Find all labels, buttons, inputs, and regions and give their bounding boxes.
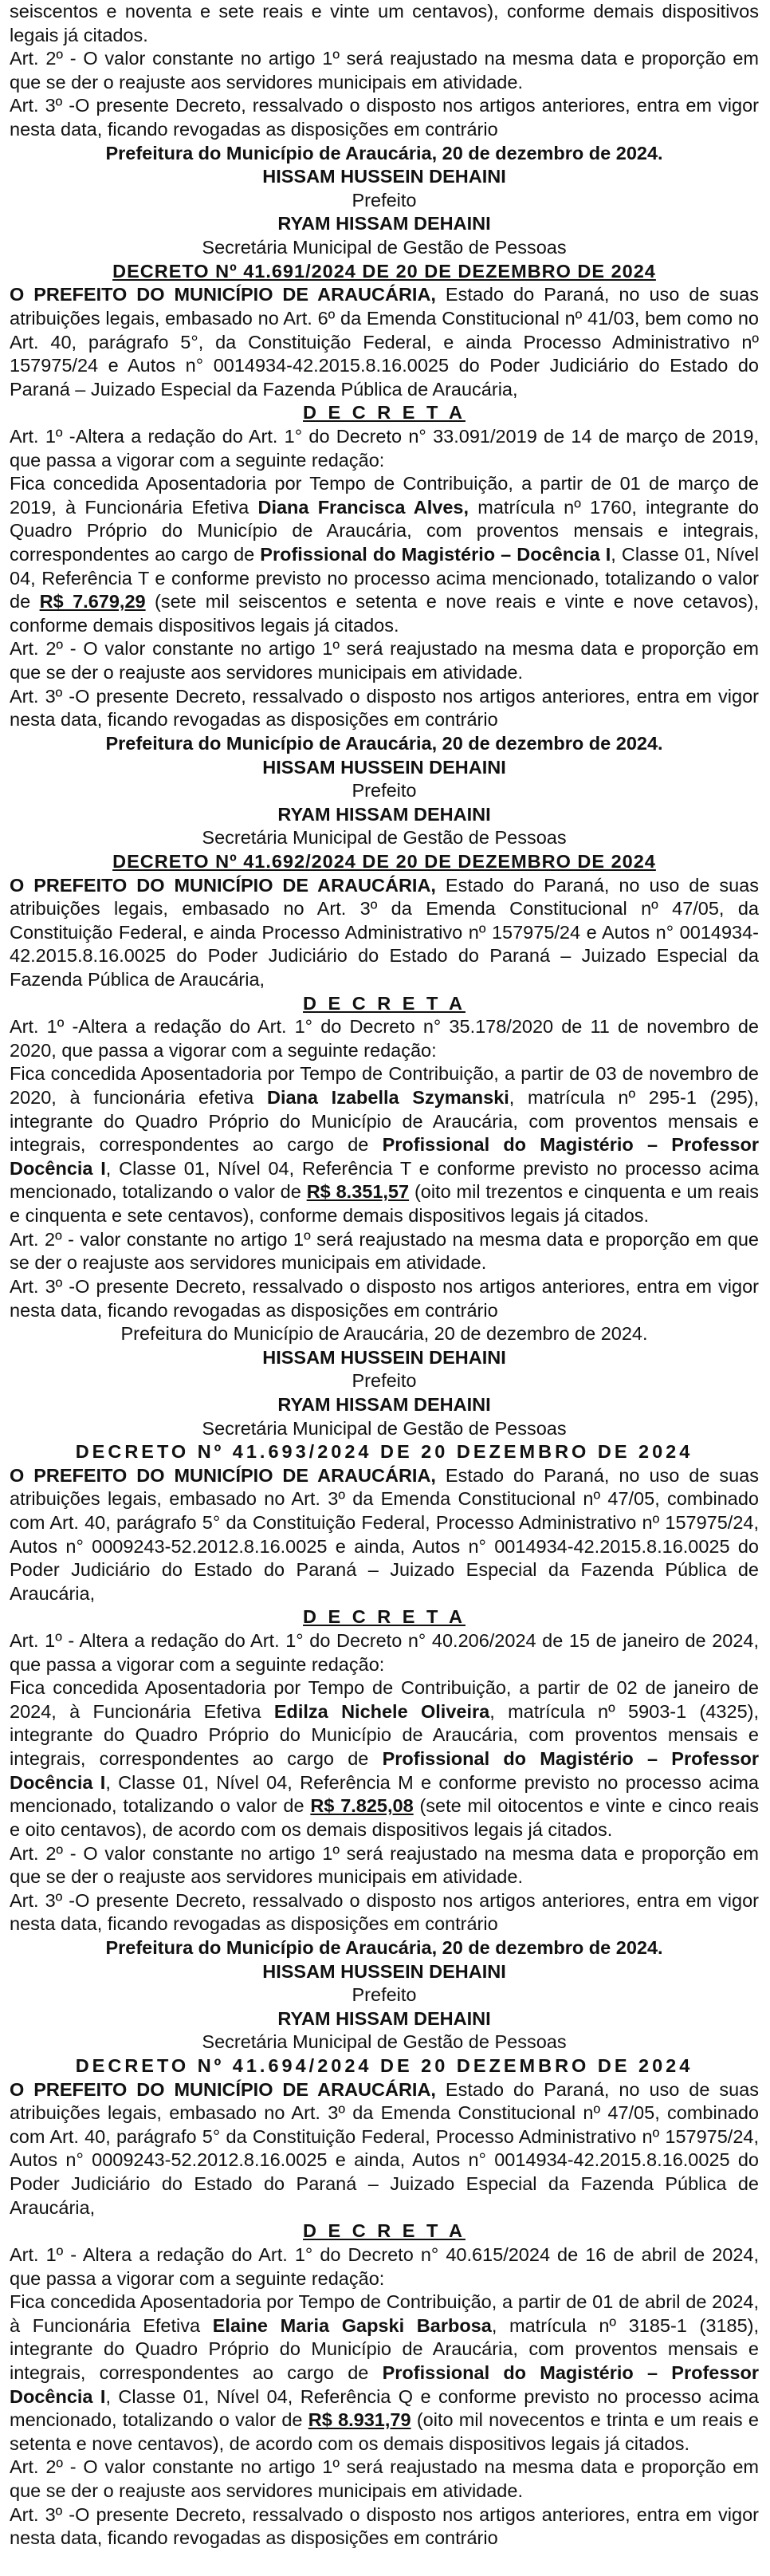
preamble-authority: O PREFEITO DO MUNICÍPIO DE ARAUCÁRIA, — [10, 2078, 436, 2100]
preamble — [10, 283, 759, 401]
article-3: Art. 3º -O presente Decreto, ressalvado o disposto nos artigos anteriores, entra em vigor nesta data, ficando revogadas as disposições em contrário — [10, 2503, 759, 2549]
secretary-title: Secretária Municipal de Gestão de Pessoas — [202, 237, 567, 258]
preamble — [10, 2078, 759, 2220]
preamble-text: Estado do Paraná, no uso de suas atribuições legais, embasado no Art. 3º da Emenda Constitucional nº 47/05, combinado com Art. 40, parágrafo 5° da Constituição Federal, Processo Administrativo nº 157975/24, Autos n° 0009243-52.2012.8.16.0025 e ainda, Autos n° 0014934-42.2015.8.16.0025 do Poder Judiciário do Estado do Paraná – Juizado Especial da Fazenda Pública de Araucária, — [10, 2078, 759, 2218]
body-text: Fica concedida Aposentadoria por Tempo de Contribuição, a partir de 01 de março de 2019, à Funcionária Efetiva — [10, 473, 759, 518]
employee-name: Edilza Nichele Oliveira — [273, 1700, 490, 1722]
pension-amount: R$ 7.679,29 — [39, 591, 146, 612]
decreta-heading: D E C R E T A — [303, 402, 466, 423]
body-text: , matrícula nº 3185-1 (3185), integrante do Quadro Próprio do Município de Araucária, com proventos mensais e integrais, correspondentes ao cargo de — [10, 2314, 760, 2383]
place-date: Prefeitura do Município de Araucária, 20 de dezembro de 2024. — [105, 142, 663, 163]
article-1-intro: Art. 1º - Altera a redação do Art. 1° do Decreto n° 40.615/2024 de 16 de abril de 2024, que passa a vigorar com a seguinte redação: — [10, 2243, 759, 2289]
mayor-title: Prefeito — [352, 1984, 417, 2006]
decreta-heading: D E C R E T A — [303, 2220, 466, 2242]
decree-41692 — [10, 850, 759, 1440]
mayor-name: HISSAM HUSSEIN DEHAINI — [262, 166, 506, 187]
mayor-title: Prefeito — [352, 780, 417, 802]
article-1-intro: Art. 1º -Altera a redação do Art. 1° do Decreto n° 35.178/2020 de 11 de novembro de 2020, que passa a vigorar com a seguinte redação: — [10, 1016, 759, 1061]
body-text: Fica concedida Aposentadoria por Tempo de Contribuição, a partir de 02 de janeiro de 2024, à Funcionária Efetiva — [10, 1677, 759, 1722]
preamble-authority: O PREFEITO DO MUNICÍPIO DE ARAUCÁRIA, — [10, 1464, 436, 1486]
decreta-heading: D E C R E T A — [303, 1606, 466, 1628]
article-2: Art. 2º - O valor constante no artigo 1º será reajustado na mesma data e proporção em que se der o reajuste aos servidores municipais em atividade. — [10, 48, 759, 93]
pension-amount: R$ 8.931,79 — [308, 2409, 411, 2431]
employee-name: Diana Izabella Szymanski — [266, 1087, 509, 1109]
body-text: matrícula nº 1760, integrante do Quadro Próprio do Município de Araucária, com proventos mensais e integrais, correspondentes ao cargo de — [10, 496, 759, 565]
secretary-name: RYAM HISSAM DEHAINI — [277, 1393, 491, 1415]
decree-title: DECRETO Nº 41.691/2024 DE 20 DE DEZEMBRO DE 2024 — [112, 260, 656, 282]
mayor-name: HISSAM HUSSEIN DEHAINI — [262, 1346, 506, 1368]
article-3: Art. 3º -O presente Decreto, ressalvado o disposto nos artigos anteriores, entra em vigor nesta data, ficando revogadas as disposições em contrário — [10, 95, 759, 140]
pension-amount: R$ 8.351,57 — [306, 1181, 410, 1203]
preamble — [10, 874, 759, 992]
mayor-title: Prefeito — [352, 189, 417, 211]
article-2: Art. 2º - O valor constante no artigo 1º será reajustado na mesma data e proporção em que se der o reajuste aos servidores municipais em atividade. — [10, 2456, 759, 2501]
preamble-text: Estado do Paraná, no uso de suas atribuições legais, embasado no Art. 6º da Emenda Constitucional nº 41/03, bem como no Art. 40, parágrafo 5°, da Constituição Federal, e ainda Processo Administrativo nº 157975/24 e Autos n° 0014934-42.2015.8.16.0025 do Poder Judiciário do Estado do Paraná – Juizado Especial da Fazenda Pública de Araucária, — [10, 284, 759, 400]
article-2: Art. 2º - O valor constante no artigo 1º será reajustado na mesma data e proporção em que se der o reajuste aos servidores municipais em atividade. — [10, 638, 759, 683]
secretary-name: RYAM HISSAM DEHAINI — [277, 213, 491, 234]
mayor-title: Prefeito — [352, 1370, 417, 1392]
decreta-heading: D E C R E T A — [303, 992, 466, 1014]
body-text: (sete mil seiscentos e setenta e nove reais e vinte e nove cetavos), conforme demais dispositivos legais já citados. — [10, 591, 760, 636]
article-2: Art. 2º - valor constante no artigo 1º será reajustado na mesma data e proporção em que se der o reajuste aos servidores municipais em atividade. — [10, 1228, 759, 1274]
body-text: , Classe 01, Nível 04, Referência T e conforme previsto no processo acima mencionado, totalizando o valor de — [10, 544, 759, 612]
article-2: Art. 2º - O valor constante no artigo 1º será reajustado na mesma data e proporção em que se der o reajuste aos servidores municipais em atividade. — [10, 1842, 759, 1888]
decree-41693 — [10, 1440, 759, 2054]
decree-title: DECRETO Nº 41.692/2024 DE 20 DE DEZEMBRO DE 2024 — [112, 850, 656, 872]
preamble-text: Estado do Paraná, no uso de suas atribuições legais, embasado no Art. 3º da Emenda Constitucional nº 47/05, combinado com Art. 40, parágrafo 5° da Constituição Federal, Processo Administrativo nº 157975/24, Autos n° 0009243-52.2012.8.16.0025 e ainda, Autos n° 0014934-42.2015.8.16.0025 do Poder Judiciário do Estado do Paraná – Juizado Especial da Fazenda Pública de Araucária, — [10, 1464, 759, 1604]
article-1-body — [10, 2290, 759, 2456]
preamble-authority: O PREFEITO DO MUNICÍPIO DE ARAUCÁRIA, — [10, 874, 436, 896]
article-1-intro: Art. 1º -Altera a redação do Art. 1° do Decreto n° 33.091/2019 de 14 de março de 2019, que passa a vigorar com a seguinte redação: — [10, 425, 759, 471]
body-text: , Classe 01, Nível 04, Referência T e conforme previsto no processo acima mencionado, totalizando o valor de — [10, 1157, 759, 1203]
article-1-intro: Art. 1º - Altera a redação do Art. 1° do Decreto n° 40.206/2024 de 15 de janeiro de 2024, que passa a vigorar com a seguinte redação: — [10, 1630, 759, 1675]
article-3: Art. 3º -O presente Decreto, ressalvado o disposto nos artigos anteriores, entra em vigor nesta data, ficando revogadas as disposições em contrário — [10, 1275, 759, 1321]
decree-title: DECRETO Nº 41.693/2024 DE 20 DEZEMBRO DE 2024 — [75, 1441, 693, 1463]
previous-decree-tail — [10, 0, 759, 260]
preamble-authority: O PREFEITO DO MUNICÍPIO DE ARAUCÁRIA, — [10, 284, 436, 305]
decree-41694 — [10, 2054, 759, 2550]
body-text: Fica concedida Aposentadoria por Tempo de Contribuição, a partir de 03 de novembro de 2020, à funcionária efetiva — [10, 1063, 759, 1109]
decree-41691 — [10, 260, 759, 850]
role-name: Profissional do Magistério – Docência I — [260, 544, 611, 565]
place-date: Prefeitura do Município de Araucária, 20 de dezembro de 2024. — [120, 1323, 648, 1345]
body-text: (oito mil novecentos e trinta e um reais e setenta e nove centavos), de acordo com os demais dispositivos legais já citados. — [10, 2409, 759, 2454]
article-3: Art. 3º -O presente Decreto, ressalvado o disposto nos artigos anteriores, entra em vigor nesta data, ficando revogadas as disposições em contrário — [10, 1889, 759, 1935]
body-text: , matrícula nº 5903-1 (4325), integrante do Quadro Próprio do Município de Araucária, com proventos mensais e integrais, correspondentes ao cargo de — [10, 1700, 759, 1770]
secretary-name: RYAM HISSAM DEHAINI — [277, 2007, 491, 2029]
pension-amount: R$ 7.825,08 — [310, 1795, 414, 1817]
role-name: Profissional do Magistério – Professor Docência I — [10, 1748, 759, 1793]
mayor-name: HISSAM HUSSEIN DEHAINI — [262, 1960, 506, 1982]
decree-title: DECRETO Nº 41.694/2024 DE 20 DEZEMBRO DE 2024 — [75, 2055, 693, 2077]
body-text: (oito mil trezentos e cinquenta e um reais e cinquenta e sete centavos), conforme demais dispositivos legais já citados. — [10, 1181, 760, 1227]
place-date: Prefeitura do Município de Araucária, 20 de dezembro de 2024. — [105, 1936, 663, 1958]
continuation-text: seiscentos e noventa e sete reais e vinte um centavos), conforme demais dispositivos legais já citados. — [10, 1, 759, 45]
body-text: , matrícula nº 295-1 (295), integrante do Quadro Próprio do Município de Araucária, com proventos mensais e integrais, correspondentes ao cargo de — [10, 1087, 759, 1156]
body-text: (sete mil oitocentos e vinte e cinco reais e oito centavos), de acordo com os demais dispositivos legais já citados. — [10, 1795, 759, 1840]
article-1-body — [10, 1062, 759, 1227]
body-text: , Classe 01, Nível 04, Referência M e conforme previsto no processo acima mencionado, totalizando o valor de — [10, 1771, 759, 1817]
secretary-name: RYAM HISSAM DEHAINI — [277, 803, 491, 825]
preamble-text: Estado do Paraná, no uso de suas atribuições legais, embasado no Art. 3º da Emenda Constitucional nº 47/05, da Constituição Federal, e ainda Processo Administrativo nº 157975/24 e Autos n° 0014934-42.2015.8.16.0025 do Poder Judiciário do Estado do Paraná – Juizado Especial da Fazenda Pública de Araucária, — [10, 874, 759, 990]
role-name: Profissional do Magistério – Professor Docência I — [10, 1134, 759, 1179]
preamble — [10, 1464, 759, 1606]
article-1-body — [10, 1676, 759, 1841]
employee-name: Diana Francisca Alves, — [257, 496, 469, 518]
mayor-name: HISSAM HUSSEIN DEHAINI — [262, 756, 506, 778]
article-3: Art. 3º -O presente Decreto, ressalvado o disposto nos artigos anteriores, entra em vigor nesta data, ficando revogadas as disposições em contrário — [10, 685, 759, 731]
body-text: , Classe 01, Nível 04, Referência Q e conforme previsto no processo acima mencionado, totalizando o valor de — [10, 2385, 759, 2431]
employee-name: Elaine Maria Gapski Barbosa — [212, 2314, 492, 2336]
secretary-title: Secretária Municipal de Gestão de Pessoas — [202, 2031, 567, 2053]
article-1-body — [10, 472, 759, 637]
secretary-title: Secretária Municipal de Gestão de Pessoas — [202, 827, 567, 849]
body-text: Fica concedida Aposentadoria por Tempo de Contribuição, a partir de 01 de abril de 2024, à Funcionária Efetiva — [10, 2291, 759, 2336]
role-name: Profissional do Magistério – Professor Docência I — [10, 2361, 759, 2407]
secretary-title: Secretária Municipal de Gestão de Pessoas — [202, 1417, 567, 1439]
place-date: Prefeitura do Município de Araucária, 20 de dezembro de 2024. — [105, 732, 663, 754]
